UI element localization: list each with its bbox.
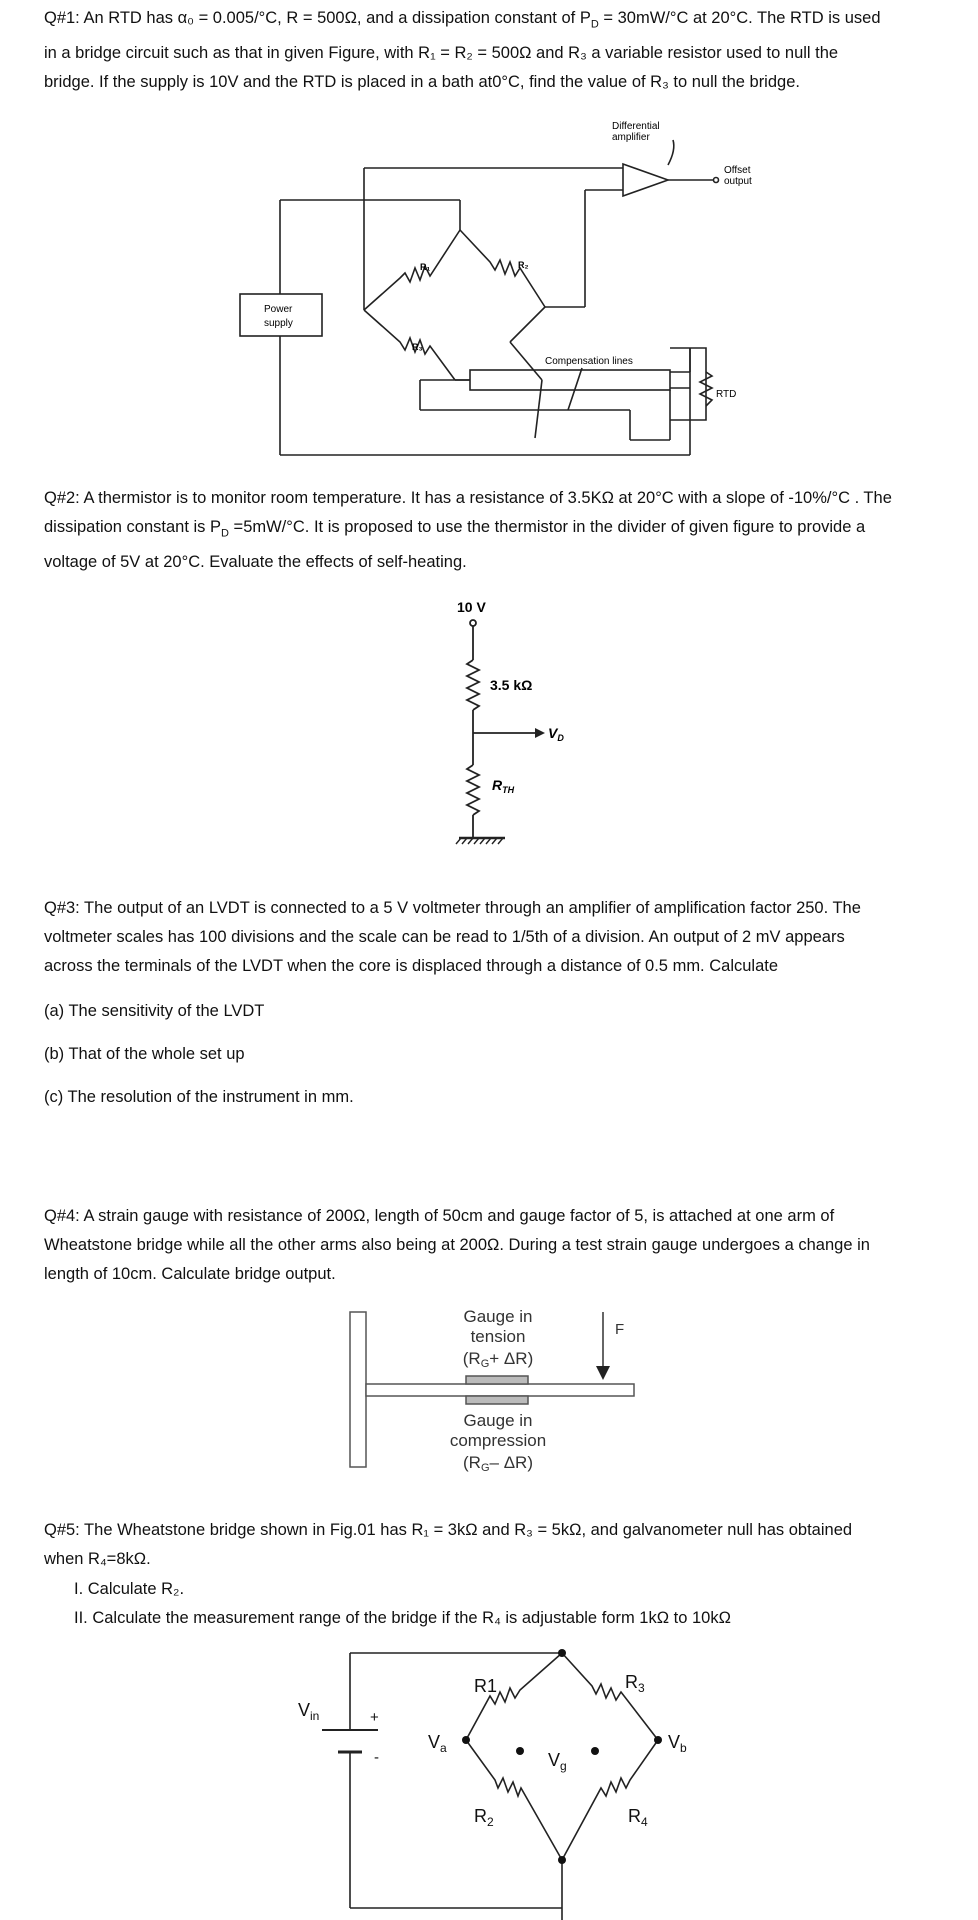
r3-label: R₃: [412, 342, 423, 352]
va-label: $V_a$: [428, 1732, 447, 1755]
supply-voltage-label: 10 V: [457, 599, 486, 615]
gauge-compression-label-3: (RG– ΔR): [463, 1453, 533, 1474]
resistor-r1: [364, 230, 460, 310]
q3-part-a: (a) The sensitivity of the LVDT: [44, 1002, 265, 1020]
resistor-3-5k: [467, 660, 479, 710]
power-supply-label: Power: [264, 304, 293, 315]
force-label: F: [615, 1321, 625, 1338]
node-top: [558, 1649, 566, 1657]
rth-label: $R_{TH}$: [492, 777, 515, 795]
q3-part-b: (b) That of the whole set up: [44, 1045, 245, 1063]
r1-label: R₁: [420, 262, 431, 272]
node-vb: [654, 1736, 662, 1744]
gauge-tension: [466, 1376, 528, 1384]
offset-output-terminal: [714, 178, 719, 183]
cantilever-beam: [366, 1384, 634, 1396]
power-supply-label-2: supply: [264, 318, 293, 329]
compensation-lines: [470, 370, 670, 390]
node-g-left: [516, 1747, 524, 1755]
r2-label: R₂: [518, 260, 529, 270]
r4-label: $R_4$: [628, 1806, 648, 1829]
resistor-r3: [562, 1653, 658, 1740]
q5-part-i: I. Calculate R₂.: [74, 1580, 185, 1598]
strain-gauge-cantilever-figure: [0, 1300, 978, 1485]
r1-label: R1: [474, 1676, 498, 1696]
diff-amp-label-2: amplifier: [612, 132, 650, 143]
gauge-compression-label-1: Gauge in: [463, 1411, 533, 1430]
question-5-text: Q#5: The Wheatstone bridge shown in Fig.01 has R₁ = 3kΩ and R₃ = 5kΩ, and galvanometer null has obtained when R₄=8kΩ.: [44, 1521, 853, 1568]
force-arrow: [596, 1366, 610, 1380]
vg-label: $V_g$: [548, 1750, 567, 1773]
node-va: [462, 1736, 470, 1744]
question-3-text: Q#3: The output of an LVDT is connected to a 5 V voltmeter through an amplifier of amplification factor 250. The voltmeter scales has 100 divisions and the scale can be read to 1/5th of a division. An output of 2 mV appears across the terminals of the LVDT when the core is displaced through a distance of 0.5 mm. Calculate: [44, 899, 861, 975]
gauge-compression: [466, 1396, 528, 1404]
gauge-compression-label-2: compression: [449, 1431, 547, 1450]
rtd-label: RTD: [716, 389, 737, 400]
node-g-right: [591, 1747, 599, 1755]
q5-part-ii: II. Calculate the measurement range of the bridge if the R₄ is adjustable form 1kΩ to 10kΩ: [74, 1609, 731, 1627]
node-bottom: [558, 1856, 566, 1864]
r-top-label: 3.5 kΩ: [490, 677, 533, 693]
resistor-r3: [364, 310, 455, 380]
question-1-text: Q#1: An RTD has α₀ = 0.005/°C, R = 500Ω, and a dissipation constant of $P_D = 30mW/^\circ C$ at 20°C. The RTD is used in a bridge circuit such as that in given Figure, with R₁ = R₂ = 500Ω and R₃ a variable resistor used to null the bridge. If the supply is 10V and the RTD is placed in a bath at0°C, find the value of R₃ to null the bridge.: [44, 9, 881, 92]
gauge-tension-label-3: (RG+ ΔR): [462, 1349, 534, 1370]
vd-label: $V_D$: [548, 725, 564, 743]
question-4-text: Q#4: A strain gauge with resistance of 200Ω, length of 50cm and gauge factor of 5, is attached at one arm of Wheatstone bridge while all the other arms also being at 200Ω. During a test strain gauge undergoes a change in length of 10cm. Calculate bridge output.: [44, 1207, 870, 1283]
r3-label: $R_3$: [625, 1672, 645, 1695]
q3-part-c: (c) The resolution of the instrument in mm.: [44, 1088, 354, 1106]
offset-output-label: Offset: [724, 165, 751, 176]
power-supply-box: [240, 294, 322, 336]
vb-label: $V_b$: [668, 1732, 687, 1755]
vd-arrow: [535, 728, 545, 738]
minus-label: -: [374, 1749, 379, 1766]
r2-label: $R_2$: [474, 1806, 494, 1829]
resistor-r1: [466, 1653, 562, 1740]
offset-output-label-2: output: [724, 176, 752, 187]
resistor-rth: [467, 765, 479, 815]
gauge-tension-label-2: tension: [470, 1327, 526, 1346]
question-2-text: Q#2: A thermistor is to monitor room temperature. It has a resistance of 3.5KΩ at 20°C with a slope of -10%/°C . The dissipation constant is $P_D =5mW/^\circ C$. It is proposed to use the thermistor in the divider of given figure to provide a voltage of 5V at 20°C. Evaluate the effects of self-heating.: [44, 489, 892, 572]
resistor-r2: [460, 230, 545, 307]
vin-label: $V_{in}$: [298, 1700, 320, 1723]
rtd-bridge-figure: [0, 110, 978, 470]
plus-label: +: [370, 1709, 379, 1726]
wall-support: [350, 1312, 366, 1467]
wheatstone-bridge-figure: [0, 1640, 978, 1920]
gauge-tension-label-1: Gauge in: [463, 1307, 533, 1326]
supply-terminal: [470, 620, 476, 626]
compensation-lines-label: Compensation lines: [545, 356, 633, 367]
diff-amp-label: Differential: [612, 121, 660, 132]
thermistor-divider-figure: [0, 590, 978, 880]
differential-amplifier-symbol: [623, 164, 668, 196]
resistor-r4: [562, 1740, 658, 1860]
